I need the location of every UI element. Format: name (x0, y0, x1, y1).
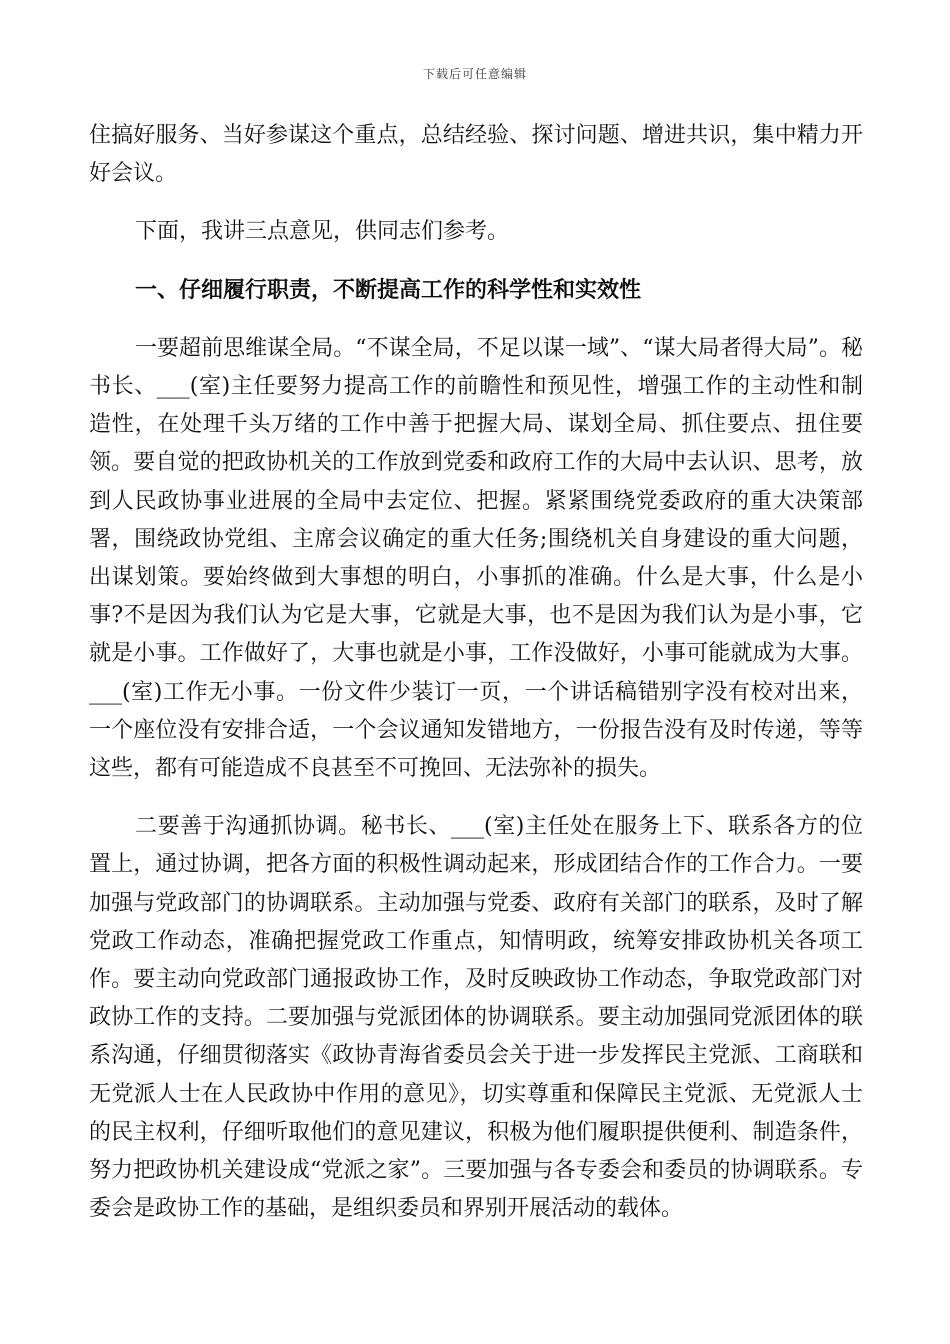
document-body (89, 117, 863, 1228)
paragraph-continuation: 住搞好服务、当好参谋这个重点，总结经验、探讨问题、增进共识，集中精力开好会议。 (89, 123, 863, 187)
paragraph-point-one: 一要超前思维谋全局。“不谋全局，不足以谋一域”、“谋大局者得大局”。秘书长、___(室)主任要努力提高工作的前瞻性和预见性，增强工作的主动性和制造性，在处理千头万绪的工作中善于把握大局、谋划全局、抓住要点、扭住要领。要自觉的把政协机关的工作放到党委和政府工作的大局中去认识、思考，放到人民政协事业进展的全局中去定位、把握。紧紧围绕党委政府的重大决策部署，围绕政协党组、主席会议确定的重大任务;围绕机关自身建设的重大问题，出谋划策。要始终做到大事想的明白，小事抓的准确。什么是大事，什么是小事?不是因为我们认为它是大事，它就是大事，也不是因为我们认为是小事，它就是小事。工作做好了，大事也就是小事，工作没做好，小事可能就成为大事。___(室)工作无小事。一份文件少装订一页，一个讲话稿错别字没有校对出来，一个座位没有安排合适，一个会议通知发错地方，一份报告没有及时传递，等等这些，都有可能造成不良甚至不可挽回、无法弥补的损失。 (89, 335, 863, 782)
paragraph-intro: 下面，我讲三点意见，供同志们参考。 (135, 219, 510, 245)
page-header-note: 下载后可任意编辑 (422, 67, 527, 81)
paragraph-point-two: 二要善于沟通抓协调。秘书长、___(室)主任处在服务上下、联系各方的位置上，通过协调，把各方面的积极性调动起来，形成团结合作的工作合力。一要加强与党政部门的协调联系。主动加强与党委、政府有关部门的联系，及时了解党政工作动态，准确把握党政工作重点，知情明政，统筹安排政协机关各项工作。要主动向党政部门通报政协工作，及时反映政协工作动态，争取党政部门对政协工作的支持。二要加强与党派团体的协调联系。要主动加强同党派团体的联系沟通，仔细贯彻落实《政协青海省委员会关于进一步发挥民主党派、工商联和无党派人士在人民政协中作用的意见》，切实尊重和保障民主党派、无党派人士的民主权利，仔细听取他们的意见建议，积极为他们履职提供便利、制造条件，努力把政协机关建设成“党派之家”。三要加强与各专委会和委员的协调联系。专委会是政协工作的基础，是组织委员和界别开展活动的载体。 (89, 814, 863, 1222)
section-heading: 一、仔细履行职责，不断提高工作的科学性和实效性 (135, 277, 642, 303)
